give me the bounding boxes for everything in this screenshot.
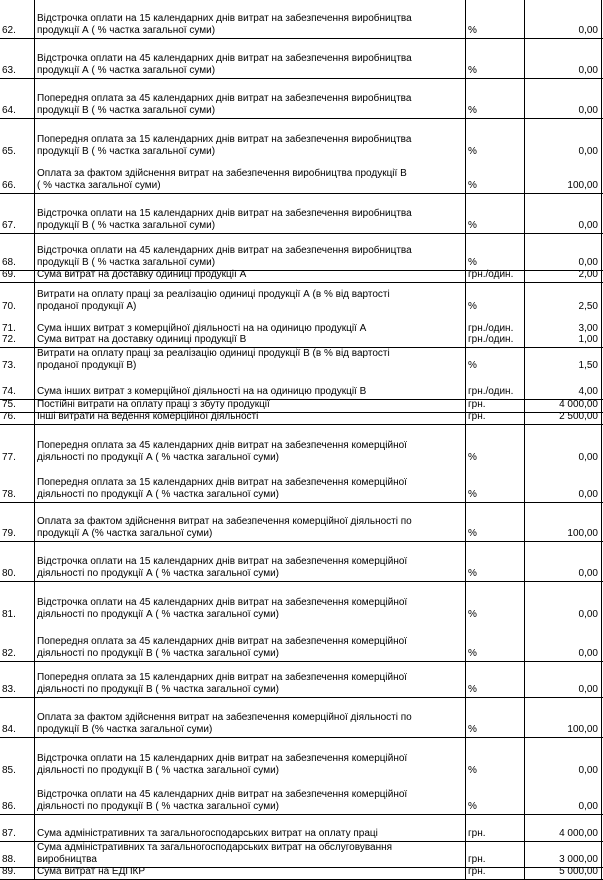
row-value: 0,00 (578, 609, 598, 620)
row-unit: грн./один. (468, 386, 514, 397)
row-value-cell (525, 425, 601, 465)
row-unit-cell (466, 194, 524, 233)
row-description-cell (35, 503, 465, 541)
row-number-cell (0, 582, 34, 622)
row-number: 70. (2, 301, 16, 312)
row-description-cell (35, 698, 465, 737)
row-description: Оплата за фактом здійснення витрат на забезпечення комерційної діяльності по продукції А (% частка загальної суми) (37, 516, 412, 539)
row-description-cell (35, 271, 465, 282)
row-number-cell (0, 314, 34, 336)
row-unit-cell (466, 314, 524, 336)
table-row (0, 119, 603, 159)
table-row (0, 542, 603, 582)
row-description: Відстрочка оплати на 45 календарних днів витрат на забезпечення комерційної діяльності по продукції А ( % частка загальної суми) (37, 597, 408, 620)
row-unit: грн. (468, 866, 486, 877)
row-number-cell (0, 373, 34, 399)
row-description-cell (35, 234, 465, 270)
row-value-cell (525, 194, 601, 233)
row-description: Оплата за фактом здійснення витрат на забезпечення комерційної діяльності по продукції В (% частка загальної суми) (37, 712, 412, 735)
row-unit: % (468, 489, 477, 500)
row-number-cell (0, 503, 34, 541)
table-row (0, 815, 603, 842)
row-unit-cell (466, 582, 524, 622)
row-description-cell (35, 622, 465, 661)
row-number: 75. (2, 399, 16, 410)
row-description: Витрати на оплату праці за реалізацію одиниці продукції В (в % від вартості проданої продукції В) (37, 348, 390, 371)
row-description: Відстрочка оплати на 45 календарних днів витрат на забезпечення комерційної діяльності по продукції В ( % частка загальної суми) (37, 789, 408, 812)
row-unit: % (468, 684, 477, 695)
row-unit: % (468, 765, 477, 776)
row-value-cell (525, 465, 601, 502)
row-number: 88. (2, 854, 16, 865)
row-description-cell (35, 283, 465, 314)
row-value: 2,00 (578, 269, 598, 280)
row-unit: % (468, 220, 477, 231)
row-unit: % (468, 568, 477, 579)
row-description: Інші витрати на ведення комерційної діяльності (37, 411, 259, 422)
table-row (0, 662, 603, 698)
row-number: 85. (2, 765, 16, 776)
row-unit-cell (466, 39, 524, 78)
row-number: 82. (2, 648, 16, 659)
row-value: 3 000,00 (559, 854, 598, 865)
row-number-cell (0, 622, 34, 661)
row-value: 0,00 (578, 105, 598, 116)
table-row (0, 39, 603, 79)
row-value: 0,00 (578, 568, 598, 579)
row-value-cell (525, 698, 601, 737)
row-description: Постійні витрати на оплату праці з збуту продукції (37, 399, 270, 410)
row-number-cell (0, 336, 34, 347)
row-unit-cell (466, 815, 524, 841)
row-value-cell (525, 738, 601, 778)
row-description: Відстрочка оплати на 45 календарних днів витрат на забезпечення виробництва продукції А ( % частка загальної суми) (37, 53, 412, 76)
row-number: 81. (2, 609, 16, 620)
row-number-cell (0, 778, 34, 814)
row-value: 0,00 (578, 452, 598, 463)
row-number: 84. (2, 724, 16, 735)
row-number-cell (0, 119, 34, 159)
row-value-cell (525, 0, 601, 38)
row-description-cell (35, 815, 465, 841)
row-description-cell (35, 868, 465, 879)
row-value: 3,00 (578, 323, 598, 334)
row-number: 72. (2, 334, 16, 345)
row-unit: % (468, 301, 477, 312)
table-row (0, 271, 603, 283)
row-description-cell (35, 778, 465, 814)
table-row (0, 283, 603, 314)
row-unit-cell (466, 622, 524, 661)
table-row (0, 348, 603, 373)
row-number: 80. (2, 568, 16, 579)
row-number: 73. (2, 360, 16, 371)
row-value-cell (525, 39, 601, 78)
row-unit-cell (466, 413, 524, 424)
row-description: Попередня оплата за 15 календарних днів витрат на забезпечення виробництва продукції В ( % частка загальної суми) (37, 134, 412, 157)
row-value-cell (525, 119, 601, 159)
row-unit-cell (466, 542, 524, 581)
row-value-cell (525, 868, 601, 879)
row-description-cell (35, 194, 465, 233)
row-number-cell (0, 39, 34, 78)
table-row (0, 465, 603, 503)
row-unit-cell (466, 842, 524, 867)
row-number-cell (0, 868, 34, 879)
row-unit: грн./один. (468, 334, 514, 345)
row-unit-cell (466, 778, 524, 814)
row-number: 87. (2, 828, 16, 839)
table-row (0, 868, 603, 880)
row-number-cell (0, 738, 34, 778)
row-number: 86. (2, 801, 16, 812)
row-description: Сума інших витрат з комерційної діяльності на на одиницю продукції А (37, 323, 367, 334)
row-unit: % (468, 180, 477, 191)
row-value: 0,00 (578, 220, 598, 231)
row-value: 0,00 (578, 684, 598, 695)
row-unit: % (468, 105, 477, 116)
row-number: 71. (2, 323, 16, 334)
row-number-cell (0, 283, 34, 314)
row-description: Попередня оплата за 15 календарних днів витрат на забезпечення комерційної діяльності по продукції А ( % частка загальної суми) (37, 477, 407, 500)
row-description-cell (35, 425, 465, 465)
row-number: 63. (2, 65, 16, 76)
row-value-cell (525, 413, 601, 424)
row-number: 77. (2, 452, 16, 463)
row-value: 0,00 (578, 146, 598, 157)
table-row (0, 373, 603, 400)
row-description: Попередня оплата за 45 календарних днів витрат на забезпечення комерційної діяльності по продукції А ( % частка загальної суми) (37, 440, 407, 463)
row-value-cell (525, 79, 601, 118)
row-value: 0,00 (578, 765, 598, 776)
table-row (0, 582, 603, 622)
row-value-cell (525, 542, 601, 581)
row-description-cell (35, 336, 465, 347)
table-row (0, 778, 603, 815)
row-value: 0,00 (578, 65, 598, 76)
row-unit: грн. (468, 399, 486, 410)
row-description-cell (35, 348, 465, 373)
row-number: 62. (2, 25, 16, 36)
row-description-cell (35, 0, 465, 38)
row-number-cell (0, 79, 34, 118)
row-value: 4,00 (578, 386, 598, 397)
row-value-cell (525, 778, 601, 814)
row-unit: грн. (468, 854, 486, 865)
row-description: Відстрочка оплати на 45 календарних днів витрат на забезпечення виробництва продукції В ( % частка загальної суми) (37, 245, 412, 268)
row-description-cell (35, 842, 465, 867)
row-value: 0,00 (578, 648, 598, 659)
row-number-cell (0, 662, 34, 697)
row-number: 68. (2, 257, 16, 268)
row-unit: % (468, 452, 477, 463)
row-description-cell (35, 413, 465, 424)
row-number-cell (0, 542, 34, 581)
row-number-cell (0, 815, 34, 841)
row-unit: % (468, 648, 477, 659)
row-unit: грн. (468, 411, 486, 422)
row-description-cell (35, 582, 465, 622)
row-unit-cell (466, 373, 524, 399)
table-row (0, 159, 603, 194)
row-unit-cell (466, 336, 524, 347)
row-value-cell (525, 348, 601, 373)
row-value: 100,00 (567, 180, 598, 191)
row-number-cell (0, 413, 34, 424)
row-value-cell (525, 234, 601, 270)
row-unit-cell (466, 79, 524, 118)
row-value-cell (525, 336, 601, 347)
row-description-cell (35, 79, 465, 118)
row-unit-cell (466, 738, 524, 778)
table-row (0, 234, 603, 271)
row-unit: % (468, 528, 477, 539)
table-row (0, 425, 603, 465)
row-number: 79. (2, 528, 16, 539)
row-value: 5 000,00 (559, 866, 598, 877)
row-unit-cell (466, 271, 524, 282)
row-value-cell (525, 662, 601, 697)
row-value: 1,00 (578, 334, 598, 345)
row-number: 89. (2, 866, 16, 877)
row-description-cell (35, 159, 465, 193)
table-row (0, 503, 603, 542)
row-description: Відстрочка оплати на 15 календарних днів витрат на забезпечення виробництва продукції А ( % частка загальної суми) (37, 13, 412, 36)
row-value-cell (525, 503, 601, 541)
row-value-cell (525, 815, 601, 841)
table-row (0, 79, 603, 119)
row-unit: % (468, 25, 477, 36)
row-number: 65. (2, 146, 16, 157)
row-unit-cell (466, 283, 524, 314)
row-number-cell (0, 842, 34, 867)
row-description-cell (35, 39, 465, 78)
row-value-cell (525, 159, 601, 193)
row-unit-cell (466, 503, 524, 541)
row-unit: % (468, 801, 477, 812)
table-row (0, 0, 603, 39)
row-number-cell (0, 348, 34, 373)
table-row (0, 413, 603, 425)
row-description: Витрати на оплату праці за реалізацію одиниці продукції А (в % від вартості проданої продукції А) (37, 289, 390, 312)
row-description-cell (35, 314, 465, 336)
row-unit: грн. (468, 828, 486, 839)
row-description: Відстрочка оплати на 15 календарних днів витрат на забезпечення комерційної діяльності по продукції А ( % частка загальної суми) (37, 556, 408, 579)
row-description: Сума витрат на доставку одиниці продукції А (37, 269, 247, 280)
row-description-cell (35, 738, 465, 778)
row-unit-cell (466, 119, 524, 159)
row-number: 83. (2, 684, 16, 695)
row-number-cell (0, 159, 34, 193)
row-description: Попередня оплата за 45 календарних днів витрат на забезпечення комерційної діяльності по продукції В ( % частка загальної суми) (37, 636, 407, 659)
row-number: 76. (2, 411, 16, 422)
row-value: 4 000,00 (559, 399, 598, 410)
row-unit: % (468, 724, 477, 735)
row-description: Сума адміністративних та загальногосподарських витрат на оплату праці (37, 828, 378, 839)
row-number-cell (0, 271, 34, 282)
row-value: 1,50 (578, 360, 598, 371)
row-number: 74. (2, 386, 16, 397)
row-value-cell (525, 622, 601, 661)
row-unit: % (468, 65, 477, 76)
row-description: Оплата за фактом здійснення витрат на забезпечення виробництва продукції В ( % частка загальної суми) (37, 168, 407, 191)
row-number: 67. (2, 220, 16, 231)
row-value: 100,00 (567, 724, 598, 735)
row-number: 69. (2, 269, 16, 280)
row-value: 2,50 (578, 301, 598, 312)
row-value: 2 500,00 (559, 411, 598, 422)
row-description: Попередня оплата за 15 календарних днів витрат на забезпечення комерційної діяльності по продукції В ( % частка загальної суми) (37, 672, 407, 695)
table-row (0, 336, 603, 348)
row-description: Попередня оплата за 45 календарних днів витрат на забезпечення виробництва продукції В ( % частка загальної суми) (37, 93, 412, 116)
row-value: 0,00 (578, 489, 598, 500)
row-unit: % (468, 609, 477, 620)
row-value: 0,00 (578, 25, 598, 36)
table-row (0, 698, 603, 738)
table-row (0, 314, 603, 336)
row-number: 78. (2, 489, 16, 500)
row-unit-cell (466, 868, 524, 879)
row-description-cell (35, 373, 465, 399)
row-description-cell (35, 662, 465, 697)
row-number: 64. (2, 105, 16, 116)
row-number-cell (0, 194, 34, 233)
row-value: 100,00 (567, 528, 598, 539)
row-unit-cell (466, 159, 524, 193)
row-unit: % (468, 257, 477, 268)
row-value: 0,00 (578, 801, 598, 812)
row-unit: % (468, 360, 477, 371)
row-number-cell (0, 234, 34, 270)
row-value-cell (525, 283, 601, 314)
row-unit-cell (466, 234, 524, 270)
row-value: 0,00 (578, 257, 598, 268)
row-number-cell (0, 0, 34, 38)
row-description: Відстрочка оплати на 15 календарних днів витрат на забезпечення комерційної діяльності по продукції В ( % частка загальної суми) (37, 753, 408, 776)
row-description-cell (35, 465, 465, 502)
table-row (0, 622, 603, 662)
row-unit: грн./один. (468, 323, 514, 334)
row-description: Сума витрат на ЕДПКР (37, 866, 146, 877)
row-unit: грн./один. (468, 269, 514, 280)
row-description-cell (35, 119, 465, 159)
row-value-cell (525, 842, 601, 867)
row-unit: % (468, 146, 477, 157)
row-number-cell (0, 425, 34, 465)
row-value-cell (525, 271, 601, 282)
row-description: Сума адміністративних та загальногосподарських витрат на обслуговування виробництва (37, 842, 393, 865)
row-description-cell (35, 542, 465, 581)
row-unit-cell (466, 0, 524, 38)
table-row (0, 842, 603, 868)
table-row (0, 738, 603, 778)
row-unit-cell (466, 465, 524, 502)
row-unit-cell (466, 698, 524, 737)
row-description: Відстрочка оплати на 15 календарних днів витрат на забезпечення виробництва продукції В ( % частка загальної суми) (37, 208, 412, 231)
row-description: Сума витрат на доставку одиниці продукції В (37, 334, 247, 345)
row-value: 4 000,00 (559, 828, 598, 839)
row-value-cell (525, 314, 601, 336)
row-unit-cell (466, 662, 524, 697)
row-value-cell (525, 373, 601, 399)
row-number-cell (0, 465, 34, 502)
row-number-cell (0, 698, 34, 737)
row-description: Сума інших витрат з комерційної діяльності на на одиницю продукції В (37, 386, 367, 397)
table-row (0, 194, 603, 234)
row-unit-cell (466, 425, 524, 465)
row-value-cell (525, 582, 601, 622)
row-number: 66. (2, 180, 16, 191)
row-unit-cell (466, 348, 524, 373)
